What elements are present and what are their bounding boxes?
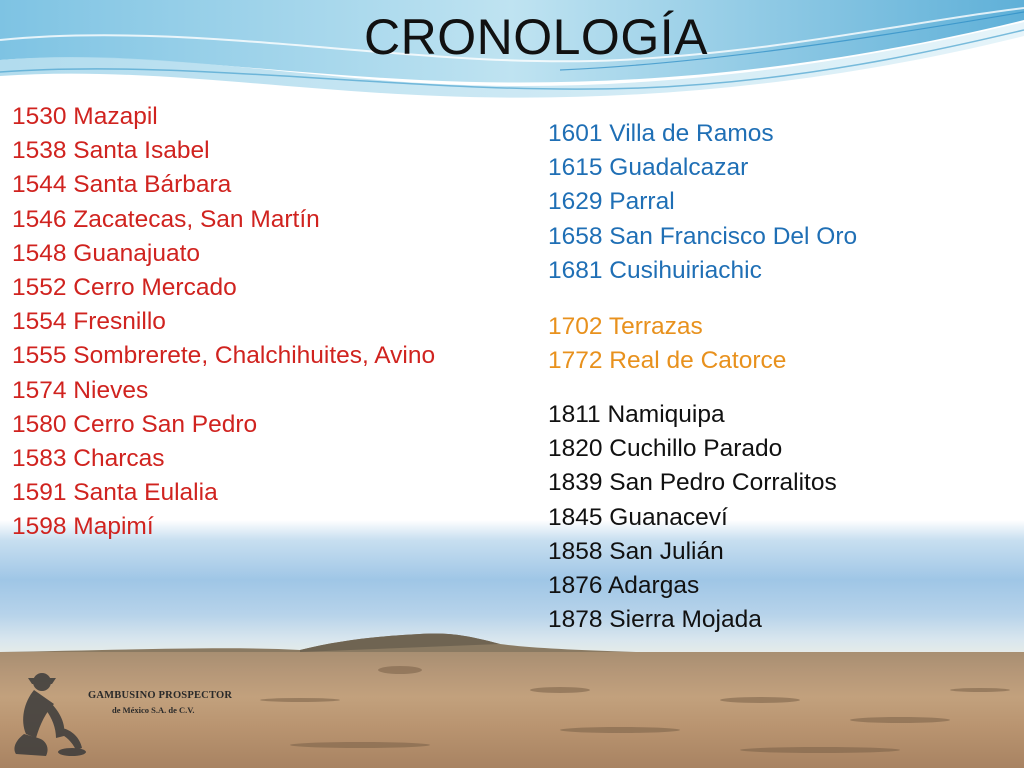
- timeline-entry: 1839 San Pedro Corralitos: [548, 469, 837, 497]
- timeline-entry: 1555 Sombrerete, Chalchihuites, Avino: [12, 342, 436, 370]
- timeline-entry: 1544 Santa Bárbara: [12, 171, 232, 199]
- timeline-entry: 1629 Parral: [548, 188, 675, 216]
- timeline-entry: 1845 Guanaceví: [548, 503, 728, 531]
- timeline-entry: 1615 Guadalcazar: [548, 154, 749, 182]
- timeline-column-19th-century: [548, 398, 837, 637]
- timeline-entry: 1574 Nieves: [12, 376, 149, 404]
- timeline-entry: 1878 Sierra Mojada: [548, 606, 762, 634]
- timeline-entry: 1658 San Francisco Del Oro: [548, 222, 858, 250]
- timeline-entry: 1702 Terrazas: [548, 313, 703, 340]
- timeline-entry: 1530 Mazapil: [12, 103, 158, 130]
- slide-title: CRONOLOGÍA: [364, 9, 708, 65]
- prospector-logo-icon: [6, 668, 246, 764]
- timeline-entry: 1580 Cerro San Pedro: [12, 410, 258, 438]
- timeline-entry: 1681 Cusihuiriachic: [548, 256, 762, 284]
- timeline-entry: 1554 Fresnillo: [12, 308, 166, 336]
- timeline-entry: 1876 Adargas: [548, 571, 700, 599]
- timeline-entry: 1601 Villa de Ramos: [548, 120, 774, 147]
- timeline-entry: 1583 Charcas: [12, 444, 165, 472]
- timeline-entry: 1772 Real de Catorce: [548, 347, 787, 375]
- logo-company-suffix: de México S.A. de C.V.: [112, 705, 195, 715]
- timeline-column-18th-century: [548, 310, 786, 378]
- timeline-entry: 1858 San Julián: [548, 537, 724, 565]
- logo-company-name: GAMBUSINO PROSPECTOR: [88, 690, 233, 701]
- timeline-entry: 1548 Guanajuato: [12, 239, 200, 267]
- timeline-entry: 1552 Cerro Mercado: [12, 273, 237, 301]
- timeline-column-16th-century: [12, 100, 435, 544]
- timeline-entry: 1546 Zacatecas, San Martín: [12, 205, 320, 233]
- timeline-entry: 1538 Santa Isabel: [12, 137, 210, 165]
- timeline-entry: 1591 Santa Eulalia: [12, 479, 218, 507]
- timeline-entry: 1598 Mapimí: [12, 513, 154, 541]
- timeline-entry: 1820 Cuchillo Parado: [548, 435, 783, 463]
- timeline-entry: 1811 Namiquipa: [548, 401, 725, 428]
- timeline-column-17th-century: [548, 117, 857, 288]
